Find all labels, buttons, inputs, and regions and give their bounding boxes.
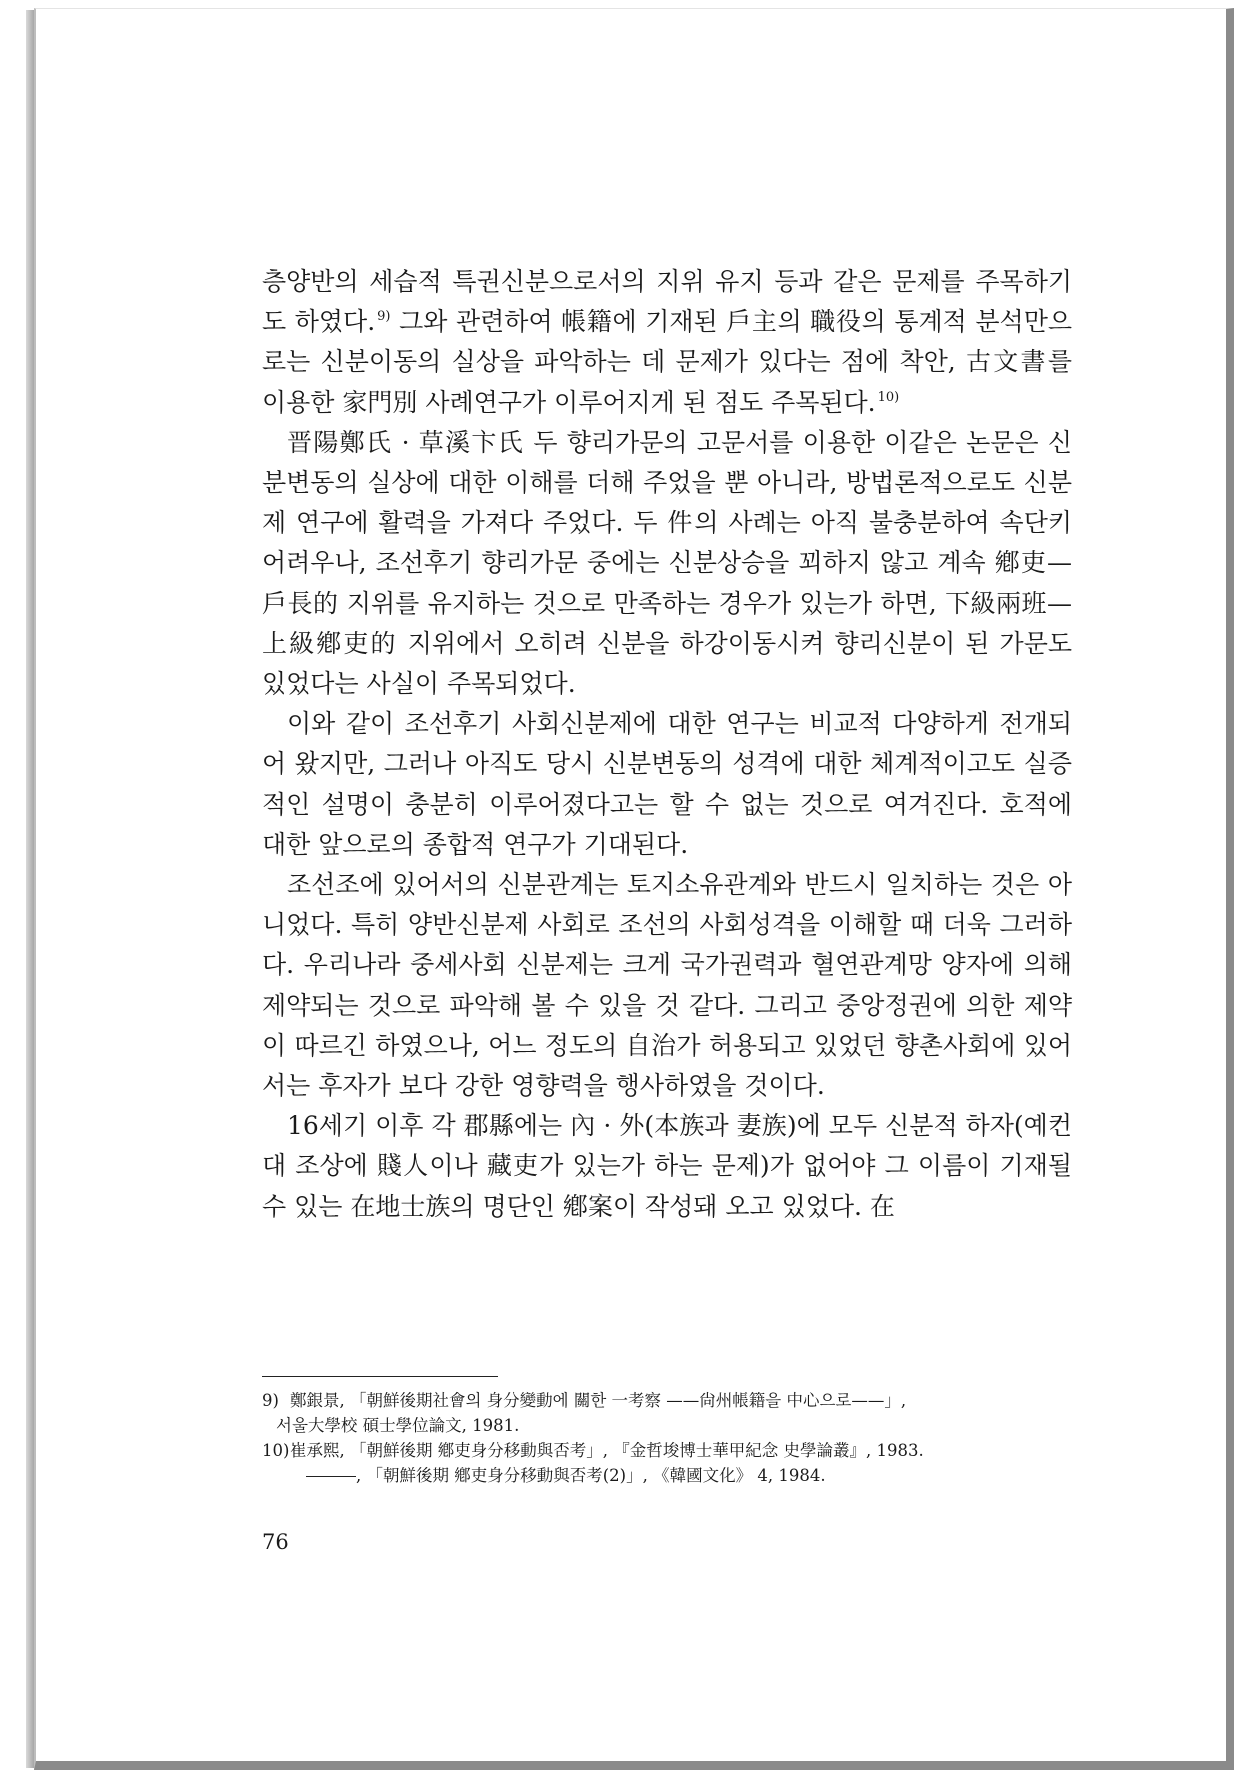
body-text [262, 262, 1072, 1227]
paragraph-2: 晋陽鄭氏 · 草溪卞氏 두 향리가문의 고문서를 이용한 이같은 논문은 신분변동의 실상에 대한 이해를 더해 주었을 뿐 아니라, 방법론적으로도 신분제 연구에 활력을 가져다 주었다. 두 件의 사례는 아직 불충분하여 속단키 어려우나, 조선후기 향리가문 중에는 신분상승을 꾀하지 않고 계속 鄕吏—戶長的 지위를 유지하는 것으로 만족하는 경우가 있는가 하면, 下級兩班—上級鄕吏的 지위에서 오히려 신분을 하강이동시켜 향리신분이 된 가문도 있었다는 사실이 주목되었다. [262, 427, 1072, 699]
footnote-9 [262, 1388, 1072, 1413]
footnote-10-continued [262, 1463, 1072, 1488]
footnote-10 [262, 1438, 1072, 1463]
footnotes [262, 1388, 1072, 1488]
page-number: 76 [262, 1530, 289, 1554]
paragraph-1 [262, 262, 1072, 423]
ditto-mark [306, 1476, 356, 1477]
footnote-9-line-2: 서울大學校 碩士學位論文, 1981. [276, 1416, 520, 1435]
paragraph-4: 조선조에 있어서의 신분관계는 토지소유관계와 반드시 일치하는 것은 아니었다. 특히 양반신분제 사회로 조선의 사회성격을 이해할 때 더욱 그러하다. 우리나라 중세사회 신분제는 크게 국가권력과 혈연관계망 양자에 의해 제약되는 것으로 파악해 볼 수 있을 것 같다. 그리고 중앙정권에 의한 제약이 따르긴 하였으나, 어느 정도의 自治가 허용되고 있었던 향촌사회에 있어서는 후자가 보다 강한 영향력을 행사하였을 것이다. [262, 870, 1072, 1101]
footnote-9-line-1: 鄭銀景, 「朝鮮後期社會의 身分變動에 關한 一考察 ——尙州帳籍을 中心으로——」, [290, 1391, 907, 1410]
paragraph-1-part-b: 그와 관련하여 帳籍에 기재된 戶主의 職役의 통계적 분석만으로는 신분이동의 실상을 파악하는 데 문제가 있다는 점에 착안, 古文書를 이용한 家門別 사례연구가 이루어지게 된 점도 주목된다. [262, 307, 1072, 417]
paragraph-1-part-a: 층양반의 세습적 특권신분으로서의 지위 유지 등과 같은 문제를 주목하기도 하였다. [262, 267, 1072, 337]
footnote-ref-10[interactable]: 10) [877, 389, 900, 405]
footnote-divider [262, 1376, 498, 1377]
footnote-10-line-2: , 「朝鮮後期 鄕吏身分移動與否考(2)」, 《韓國文化》 4, 1984. [356, 1466, 826, 1485]
paragraph-5: 16세기 이후 각 郡縣에는 內 · 外(本族과 妻族)에 모두 신분적 하자(예컨대 조상에 賤人이나 藏吏가 있는가 하는 문제)가 없어야 그 이름이 기재될 수 있는 在地士族의 명단인 鄕案이 작성돼 오고 있었다. 在 [262, 1111, 1072, 1221]
footnote-10-line-1: 崔承熙, 「朝鮮後期 鄕吏身分移動與否考」, 『金哲埈博士華甲紀念 史學論叢』, 1983. [290, 1441, 924, 1460]
footnote-9-number: 9) [262, 1391, 279, 1410]
footnote-10-number: 10) [262, 1441, 290, 1460]
paragraph-3: 이와 같이 조선후기 사회신분제에 대한 연구는 비교적 다양하게 전개되어 왔지만, 그러나 아직도 당시 신분변동의 성격에 대한 체계적이고도 실증적인 설명이 충분히 이루어졌다고는 할 수 없는 것으로 여겨진다. 호적에 대한 앞으로의 종합적 연구가 기대된다. [262, 709, 1072, 859]
footnote-ref-9[interactable]: 9) [377, 309, 391, 325]
